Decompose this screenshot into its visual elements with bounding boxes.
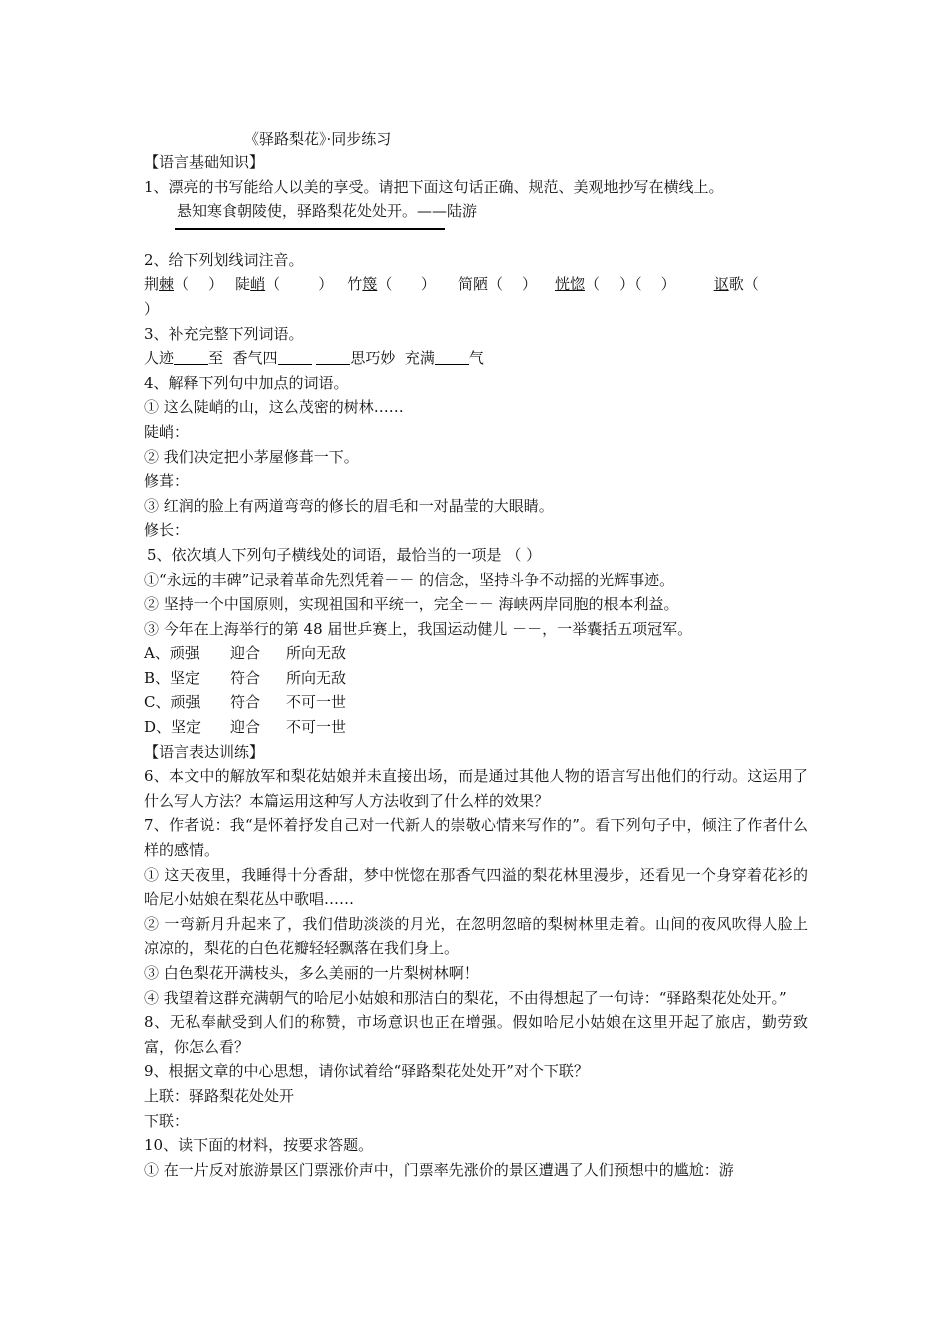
question-1: 1、漂亮的书写能给人以美的享受。请把下面这句话正确、规范、美观地抄写在横线上。 — [144, 177, 724, 196]
underlined-word: 棘 — [159, 275, 175, 294]
section-heading-expression: 【语言表达训练】 — [144, 742, 265, 761]
underlined-word: 恍惚 — [555, 275, 586, 294]
question-9: 9、根据文章的中心思想，请你试着给“驿路梨花处处开”对个下联？ — [144, 1062, 589, 1081]
question-5-sentence-3: ③ 今年在上海举行的第 48 届世乒赛上，我国运动健儿 －－，一举囊括五项冠军。 — [144, 619, 693, 638]
question-3-items: 人迹 至 香气四 思巧妙 充满 气 — [144, 349, 484, 368]
question-4-sentence-2: ② 我们决定把小茅屋修葺一下。 — [144, 447, 359, 466]
question-4-word-2: 修葺： — [144, 472, 190, 491]
answer-line — [144, 228, 808, 242]
question-5-sentence-1: ①“永远的丰碑”记录着革命先烈凭着－－ 的信念，坚持斗争不动摇的光辉事迹。 — [144, 570, 675, 589]
question-7-sentence-4: ④ 我望着这群充满朝气的哈尼小姑娘和那洁白的梨花，不由得想起了一句诗：“驿路梨花处处开。” — [144, 988, 787, 1007]
option-c: C、顽强 符合 不可一世 — [144, 693, 347, 712]
question-5: 5、依次填人下列句子横线处的词语，最恰当的一项是 （ ） — [147, 545, 542, 564]
underlined-word: 篾 — [362, 275, 378, 294]
question-5-sentence-2: ② 坚持一个中国原则，实现祖国和平统一，完全－－ 海峡两岸同胞的根本利益。 — [144, 595, 679, 614]
fill-blank — [316, 350, 350, 365]
question-4-sentence-3: ③ 红润的脸上有两道弯弯的修长的眉毛和一对晶莹的大眼睛。 — [144, 496, 554, 515]
question-4-word-1: 陡峭： — [144, 422, 190, 441]
option-d: D、坚定 迎合 不可一世 — [144, 718, 347, 737]
question-4-sentence-1: ① 这么陡峭的山，这么茂密的树林…… — [144, 398, 404, 417]
page-title: 《驿路梨花》·同步练习 — [244, 130, 392, 148]
question-10-sentence-1: ① 在一片反对旅游景区门票涨价声中，门票率先涨价的景区遭遇了人们预想中的尴尬：游 — [144, 1160, 734, 1179]
question-2: 2、给下列划线词注音。 — [144, 250, 304, 269]
question-4-word-3: 修长： — [144, 521, 190, 540]
question-1-quote: 悬知寒食朝陵使，驿路梨花处处开。——陆游 — [177, 202, 478, 221]
question-4: 4、解释下列句中加点的词语。 — [144, 373, 349, 392]
question-7: 7、作者说：我“是怀着抒发自己对一代新人的崇敬心情来写作的”。看下列句子中，倾注了作者什么样的感情。 — [144, 816, 808, 860]
question-2-tail: ） — [144, 299, 160, 318]
question-2-items: 荆棘（ ） 陡峭（ ） 竹篾（ ） 简陋（ ） 恍惚（ ）（ ） 讴歌（ — [144, 275, 759, 294]
question-3: 3、补充完整下列词语。 — [144, 324, 304, 343]
section-heading-basic: 【语言基础知识】 — [144, 153, 265, 171]
fill-blank — [174, 350, 208, 365]
underlined-word: 讴 — [713, 275, 729, 294]
document-body — [144, 150, 808, 1182]
fill-blank — [278, 350, 312, 365]
question-7-sentence-3: ③ 白色梨花开满枝头，多么美丽的一片梨树林啊！ — [144, 964, 479, 982]
option-a: A、顽强 迎合 所向无敌 — [144, 644, 347, 663]
question-10: 10、读下面的材料，按要求答题。 — [144, 1136, 374, 1155]
question-8: 8、无私奉献受到人们的称赞，市场意识也正在增强。假如哈尼小姑娘在这里开起了旅店，勤劳致富，你怎么看？ — [144, 1013, 808, 1056]
question-9-lower: 下联： — [144, 1111, 190, 1130]
question-7-sentence-2: ② 一弯新月升起来了，我们借助淡淡的月光，在忽明忽暗的梨树林里走着。山间的夜风吹得人脸上凉凉的，梨花的白色花瓣轻轻飘落在我们身上。 — [144, 914, 808, 958]
option-b: B、坚定 符合 所向无敌 — [144, 668, 347, 687]
question-6: 6、本文中的解放军和梨花姑娘并未直接出场，而是通过其他人物的语言写出他们的行动。这运用了什么写人方法？本篇运用这种写人方法收到了什么样的效果？ — [144, 767, 808, 810]
fill-blank — [435, 350, 469, 365]
question-7-sentence-1: ① 这天夜里，我睡得十分香甜，梦中恍惚在那香气四溢的梨花林里漫步，还看见一个身穿着花衫的哈尼小姑娘在梨花丛中歌唱…… — [144, 865, 808, 909]
question-9-upper: 上联：驿路梨花处处开 — [144, 1086, 295, 1105]
underlined-word: 峭 — [250, 275, 266, 294]
